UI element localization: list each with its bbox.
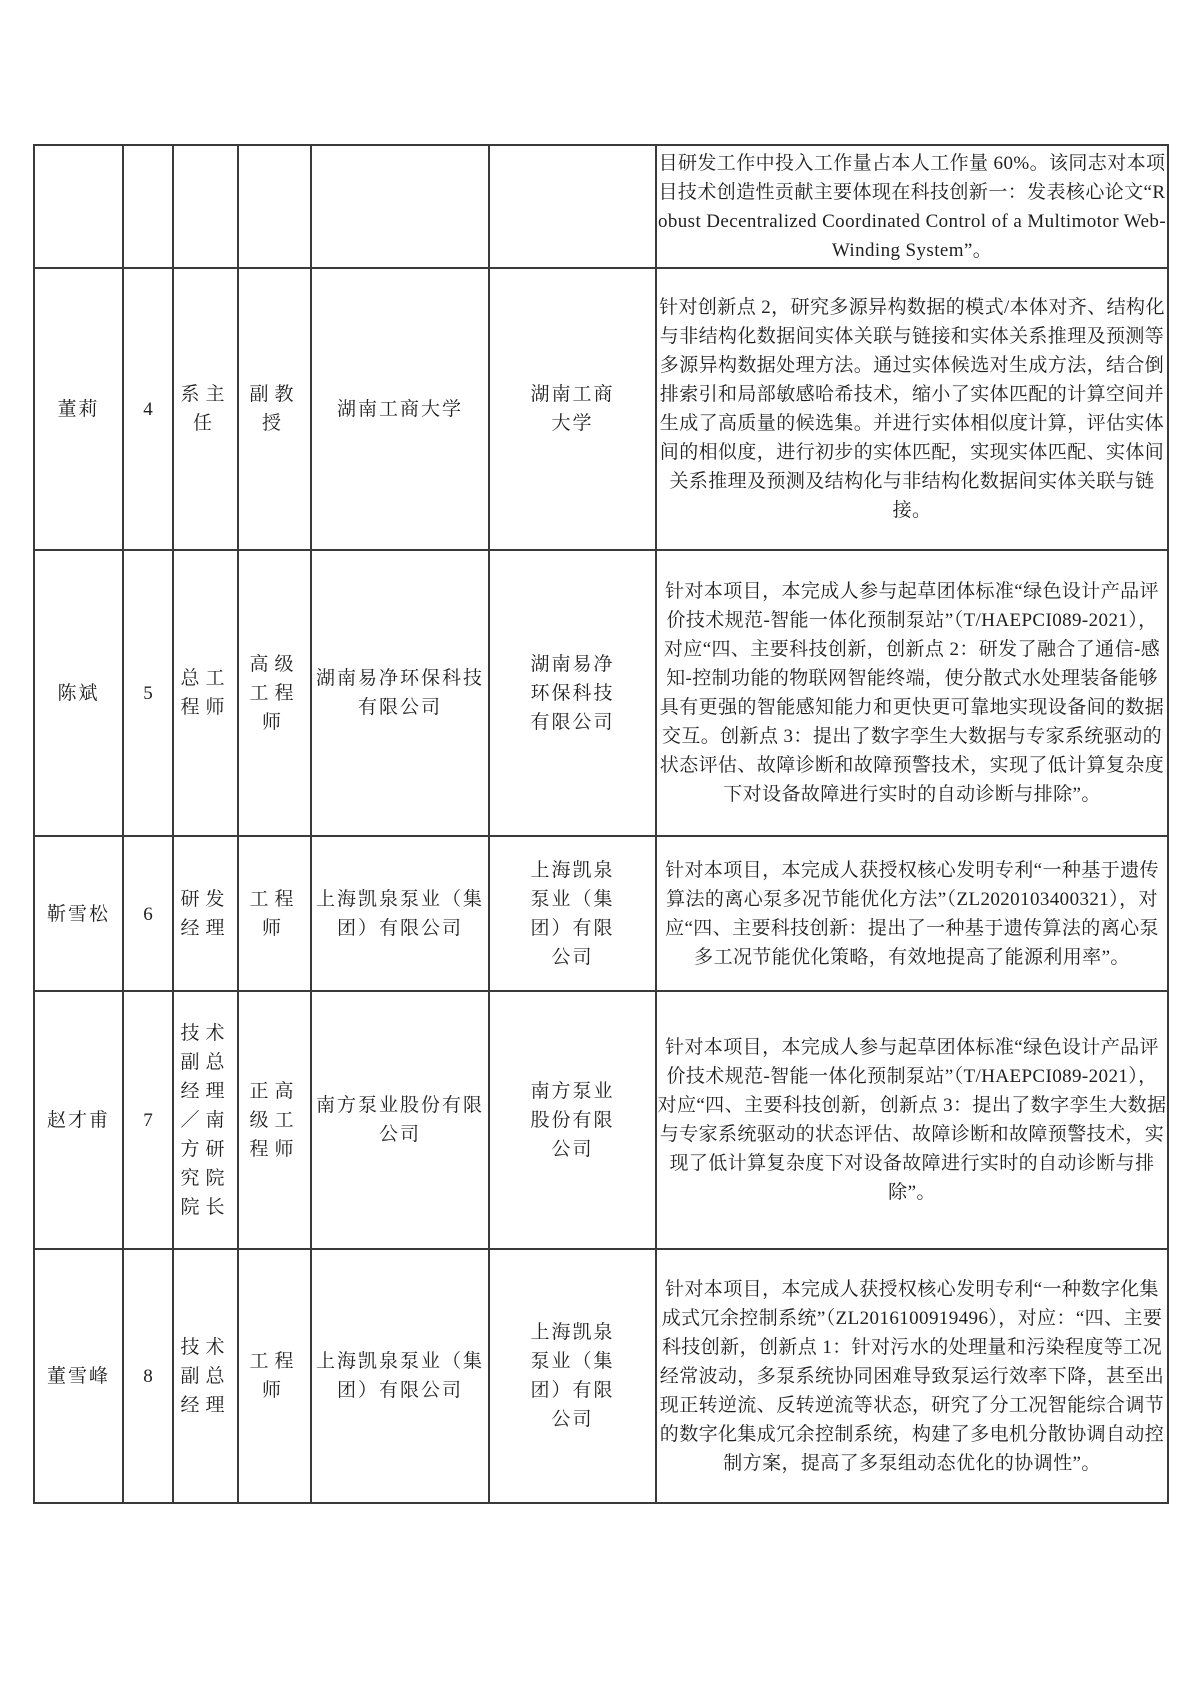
cell-work-unit [311, 145, 489, 268]
cell-number: 8 [123, 1249, 173, 1503]
cell-number: 5 [123, 550, 173, 836]
cell-position: 系主任 [173, 268, 238, 550]
cell-name: 赵才甫 [34, 991, 123, 1249]
table-row [34, 991, 1168, 1249]
cell-completion-unit: 上海凯泉泵业（集团）有限公司 [489, 836, 656, 991]
cell-title [238, 145, 311, 268]
cell-completion-unit: 湖南工商大学 [489, 268, 656, 550]
cell-title: 工程师 [238, 1249, 311, 1503]
cell-contribution: 针对本项目，本完成人获授权核心发明专利“一种数字化集成式冗余控制系统”（ZL2016100919496），对应：“四、主要科技创新，创新点 1：针对污水的处理量和污染程度等工况经常波动，多泵系统协同困难导致泵运行效率下降，甚至出现正转逆流、反转逆流等状态，研究了分工况智能综合调节的数字化集成冗余控制系统，构建了多电机分散协调自动控制方案，提高了多泵组动态优化的协调性”。 [656, 1249, 1168, 1503]
cell-name: 陈斌 [34, 550, 123, 836]
cell-work-unit: 上海凯泉泵业（集团）有限公司 [311, 836, 489, 991]
table-row [34, 145, 1168, 268]
cell-name: 靳雪松 [34, 836, 123, 991]
cell-completion-unit: 上海凯泉泵业（集团）有限公司 [489, 1249, 656, 1503]
cell-name: 董雪峰 [34, 1249, 123, 1503]
table-row [34, 1249, 1168, 1503]
cell-title: 副教授 [238, 268, 311, 550]
cell-work-unit: 湖南易净环保科技有限公司 [311, 550, 489, 836]
table-row [34, 550, 1168, 836]
cell-position: 研发经理 [173, 836, 238, 991]
cell-contribution: 针对本项目，本完成人参与起草团体标准“绿色设计产品评价技术规范-智能一体化预制泵站”（T/HAEPCI089-2021），对应“四、主要科技创新，创新点 2：研发了融合了通信-感知-控制功能的物联网智能终端，使分散式水处理装备能够具有更强的智能感知能力和更快更可靠地实现设备间的数据交互。创新点 3：提出了数字孪生大数据与专家系统驱动的状态评估、故障诊断和故障预警技术，实现了低计算复杂度下对设备故障进行实时的自动诊断与排除”。 [656, 550, 1168, 836]
cell-completion-unit: 南方泵业股份有限公司 [489, 991, 656, 1249]
cell-completion-unit: 湖南易净环保科技有限公司 [489, 550, 656, 836]
cell-work-unit: 湖南工商大学 [311, 268, 489, 550]
cell-work-unit: 南方泵业股份有限公司 [311, 991, 489, 1249]
cell-contribution: 针对本项目，本完成人获授权核心发明专利“一种基于遗传算法的离心泵多况节能优化方法”（ZL2020103400321），对应“四、主要科技创新：提出了一种基于遗传算法的离心泵多工况节能优化策略，有效地提高了能源利用率”。 [656, 836, 1168, 991]
project-contributors-table [33, 144, 1169, 1504]
cell-title: 工程师 [238, 836, 311, 991]
cell-position: 技术副总经理／南方研究院院长 [173, 991, 238, 1249]
cell-position [173, 145, 238, 268]
cell-name [34, 145, 123, 268]
cell-completion-unit [489, 145, 656, 268]
cell-contribution: 针对创新点 2，研究多源异构数据的模式/本体对齐、结构化与非结构化数据间实体关联与链接和实体关系推理及预测等多源异构数据处理方法。通过实体候选对生成方法，结合倒排索引和局部敏感哈希技术，缩小了实体匹配的计算空间并生成了高质量的候选集。并进行实体相似度计算，评估实体间的相似度，进行初步的实体匹配，实现实体匹配、实体间关系推理及预测及结构化与非结构化数据间实体关联与链接。 [656, 268, 1168, 550]
table-row [34, 268, 1168, 550]
cell-work-unit: 上海凯泉泵业（集团）有限公司 [311, 1249, 489, 1503]
cell-title: 高级工程师 [238, 550, 311, 836]
cell-name: 董莉 [34, 268, 123, 550]
cell-contribution: 针对本项目，本完成人参与起草团体标准“绿色设计产品评价技术规范-智能一体化预制泵站”（T/HAEPCI089-2021），对应“四、主要科技创新，创新点 3：提出了数字孪生大数据与专家系统驱动的状态评估、故障诊断和故障预警技术，实现了低计算复杂度下对设备故障进行实时的自动诊断与排除”。 [656, 991, 1168, 1249]
cell-position: 技术副总经理 [173, 1249, 238, 1503]
table-row [34, 836, 1168, 991]
cell-number: 4 [123, 268, 173, 550]
cell-number: 6 [123, 836, 173, 991]
cell-title: 正高级工程师 [238, 991, 311, 1249]
cell-number: 7 [123, 991, 173, 1249]
cell-contribution: 目研发工作中投入工作量占本人工作量 60%。该同志对本项目技术创造性贡献主要体现在科技创新一：发表核心论文“Robust Decentralized Coordinated Control of a Multimotor Web-Winding System”。 [656, 145, 1168, 268]
cell-position: 总工程师 [173, 550, 238, 836]
cell-number [123, 145, 173, 268]
